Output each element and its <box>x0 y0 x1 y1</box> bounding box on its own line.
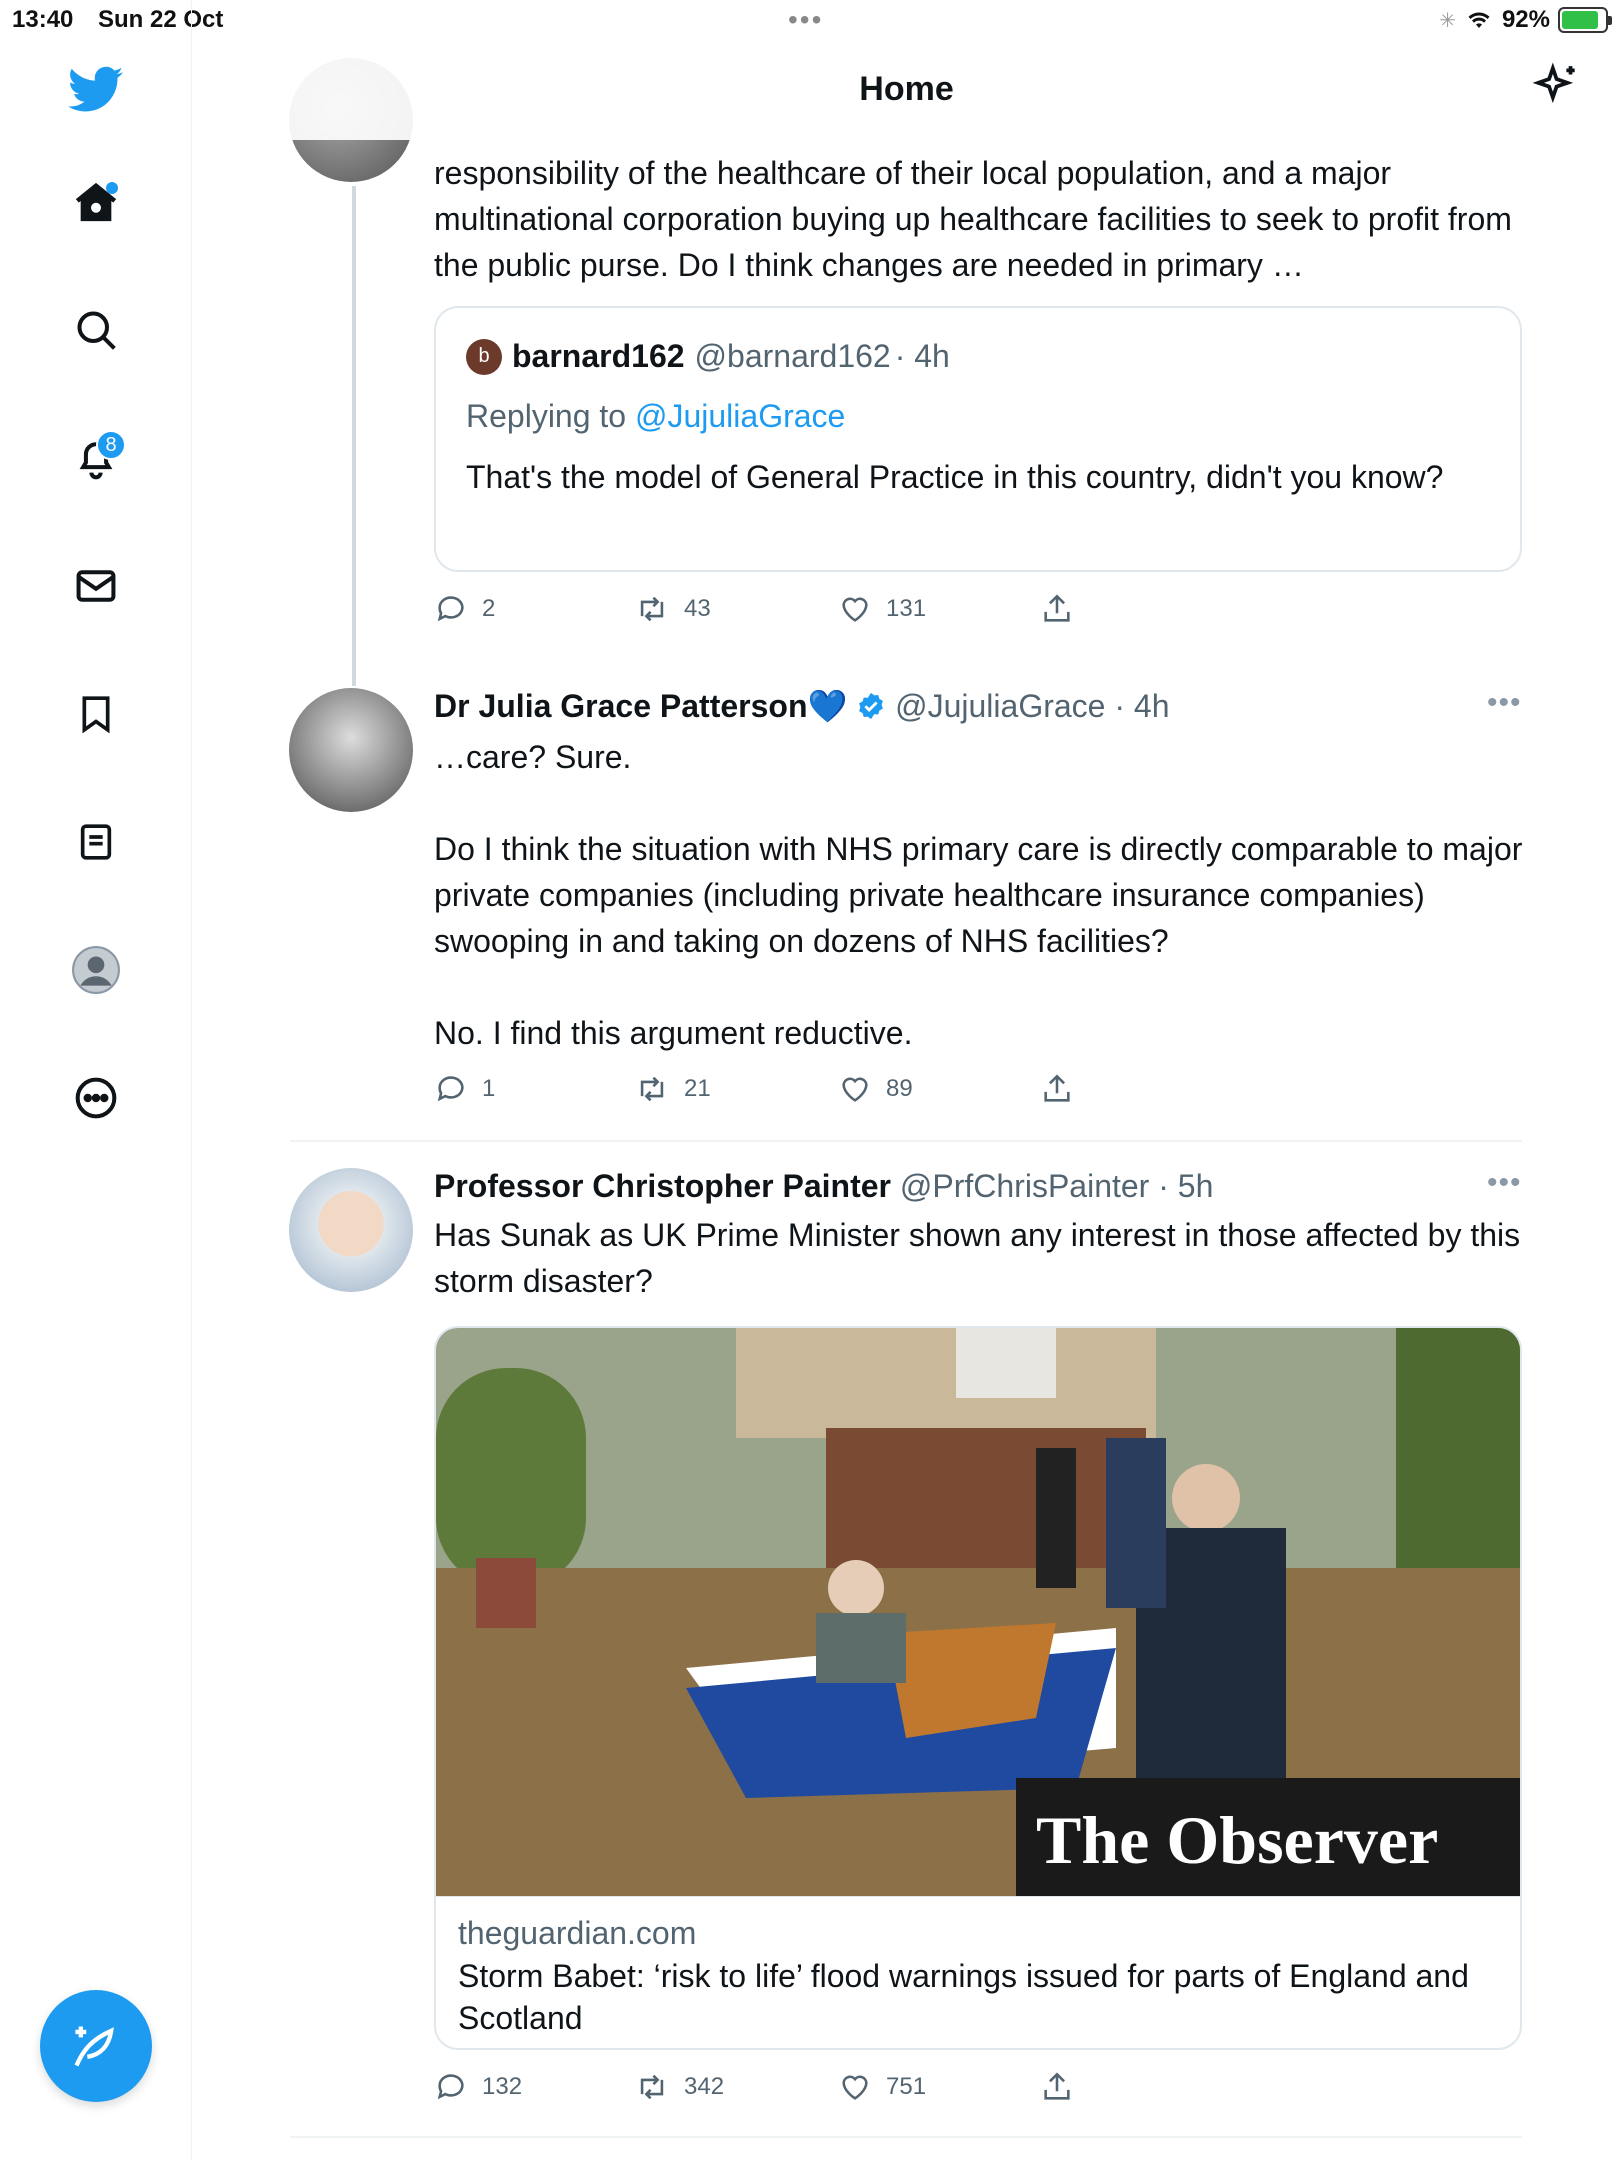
reply-count: 2 <box>482 595 496 622</box>
like-button[interactable] <box>838 2070 926 2104</box>
retweet-icon <box>634 592 670 626</box>
share-button[interactable] <box>1040 1072 1074 1106</box>
link-domain: theguardian.com <box>458 1915 697 1951</box>
like-button[interactable] <box>838 592 926 626</box>
lists-icon[interactable] <box>56 802 136 882</box>
author-handle[interactable]: @PrfChrisPainter <box>899 1168 1150 1204</box>
home-icon[interactable] <box>56 162 136 242</box>
replying-to-link[interactable]: @JujuliaGrace <box>634 398 846 434</box>
timeline <box>193 0 1620 2160</box>
page-title: Home <box>859 70 954 108</box>
reply-count: 1 <box>482 1075 496 1102</box>
reply-button[interactable] <box>434 1072 495 1106</box>
tweet-actions <box>434 1072 1134 1112</box>
link-card[interactable] <box>434 1326 1522 2050</box>
tweet-divider <box>290 1140 1522 1142</box>
blue-heart-emoji: 💙 <box>807 688 848 724</box>
retweet-button[interactable] <box>634 2070 724 2104</box>
share-button[interactable] <box>1040 592 1074 626</box>
share-icon <box>1040 592 1074 626</box>
bookmark-icon[interactable] <box>56 674 136 754</box>
thread-line <box>352 186 356 686</box>
tweet-actions <box>434 2070 1134 2110</box>
tweet-time: · 4h <box>1114 688 1170 724</box>
sidebar <box>0 0 192 2160</box>
retweet-icon <box>634 2070 670 2104</box>
share-icon <box>1040 1072 1074 1106</box>
retweet-count: 21 <box>684 1075 711 1102</box>
tweet-text: …care? Sure. <box>434 739 632 775</box>
battery-percent: 92% <box>1501 6 1550 33</box>
author-name[interactable]: Professor Christopher Painter <box>434 1168 891 1204</box>
twitter-logo-icon[interactable] <box>56 50 136 130</box>
like-count: 131 <box>886 595 927 622</box>
retweet-count: 43 <box>684 595 711 622</box>
link-card-meta <box>436 1896 1522 2050</box>
retweet-count: 342 <box>684 2073 725 2100</box>
link-headline: Storm Babet: ‘risk to life’ flood warnings issued for parts of England and Scotland <box>458 1958 1469 2036</box>
quote-author-name: barnard162 <box>512 338 685 374</box>
compose-feather-icon <box>70 2020 122 2072</box>
tweet-text: responsibility of the healthcare of their local population, and a major multinational corporation buying up healthcare facilities to seek to profit from the public purse. Do I think changes are needed in primary … <box>434 155 1512 283</box>
sparkle-timeline-icon[interactable] <box>1532 62 1582 117</box>
like-button[interactable] <box>838 1072 913 1106</box>
quote-avatar: b <box>466 339 502 375</box>
search-icon[interactable] <box>56 290 136 370</box>
reply-button[interactable] <box>434 2070 522 2104</box>
multitasking-dots-icon[interactable]: ••• <box>788 4 824 35</box>
reply-icon <box>434 1072 468 1106</box>
profile-avatar-icon[interactable] <box>56 930 136 1010</box>
heart-icon <box>838 1072 872 1106</box>
like-count: 751 <box>886 2073 927 2100</box>
more-circle-icon[interactable] <box>56 1058 136 1138</box>
loading-icon: ✳ <box>1439 9 1456 32</box>
author-name[interactable]: Dr Julia Grace Patterson <box>434 688 808 724</box>
tweet-text: Do I think the situation with NHS primary care is directly comparable to major private companies (including private healthcare insurance companies) swooping in and taking on dozens of NHS facilities? <box>434 831 1523 959</box>
flood-photo-illustration <box>436 1328 1522 1896</box>
avatar[interactable] <box>289 1168 413 1292</box>
quote-text: That's the model of General Practice in this country, didn't you know? <box>466 459 1444 495</box>
avatar[interactable] <box>289 688 413 812</box>
notifications-bell-icon[interactable] <box>56 418 136 498</box>
status-date: Sun 22 Oct <box>98 6 224 33</box>
more-options-icon[interactable]: ••• <box>1487 1166 1522 1199</box>
image-brand-text: The Observer <box>1036 1802 1439 1878</box>
author-handle[interactable]: @JujuliaGrace <box>895 688 1106 724</box>
reply-count: 132 <box>482 2073 523 2100</box>
heart-icon <box>838 592 872 626</box>
reply-icon <box>434 592 468 626</box>
status-time: 13:40 <box>12 6 74 33</box>
share-icon <box>1040 2070 1074 2104</box>
tweet-text: No. I find this argument reductive. <box>434 1015 913 1051</box>
link-card-image <box>436 1328 1522 1896</box>
verified-badge-icon <box>856 691 886 721</box>
messages-envelope-icon[interactable] <box>56 546 136 626</box>
tweet-header <box>434 686 1169 726</box>
retweet-icon <box>634 1072 670 1106</box>
retweet-button[interactable] <box>634 592 711 626</box>
tweet-divider <box>290 2136 1522 2138</box>
heart-icon <box>838 2070 872 2104</box>
home-unread-dot <box>106 182 118 194</box>
tweet-time: · 5h <box>1158 1168 1214 1204</box>
quote-author-handle: @barnard162 <box>694 338 891 374</box>
like-count: 89 <box>886 1075 913 1102</box>
share-button[interactable] <box>1040 2070 1074 2104</box>
replying-to <box>466 398 845 435</box>
compose-tweet-button[interactable] <box>40 1990 152 2102</box>
more-options-icon[interactable]: ••• <box>1487 686 1522 719</box>
retweet-button[interactable] <box>634 1072 711 1106</box>
tweet-header <box>434 1166 1213 1206</box>
tweet-actions <box>434 592 1134 632</box>
tweet-text: Has Sunak as UK Prime Minister shown any interest in those affected by this storm disaster? <box>434 1217 1521 1299</box>
quote-time: · 4h <box>894 338 950 374</box>
reply-icon <box>434 2070 468 2104</box>
replying-prefix: Replying to <box>466 398 627 434</box>
home-header <box>193 40 1620 140</box>
notifications-badge: 8 <box>96 430 126 460</box>
quoted-tweet[interactable] <box>434 306 1522 572</box>
quote-header <box>466 338 950 375</box>
reply-button[interactable] <box>434 592 495 626</box>
